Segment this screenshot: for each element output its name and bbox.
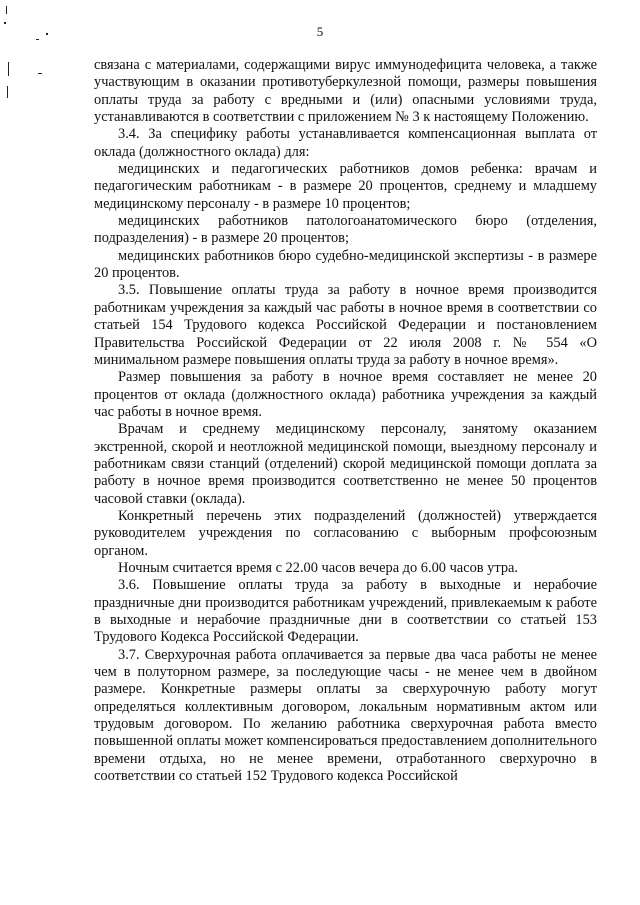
scan-mark <box>46 33 48 35</box>
scan-mark <box>6 6 7 14</box>
scan-mark <box>7 86 8 98</box>
scan-mark <box>36 39 39 40</box>
paragraph-list-approval: Конкретный перечень этих подразделений (должностей) утверждается руководителем учреждения по согласованию с выборным профсоюзным органом. <box>94 507 597 559</box>
paragraph-pathology-bureau: медицинских работников патологоанатомического бюро (отделения, подразделения) - в размере 20 процентов; <box>94 213 597 247</box>
paragraph-children-homes: медицинских и педагогических работников домов ребенка: врачам и педагогическим работникам - в размере 20 процентов, среднему и младшему медицинскому персоналу - в размере 10 процентов; <box>94 161 597 212</box>
paragraph-emergency-staff: Врачам и среднему медицинскому персоналу, занятому оказанием экстренной, скорой и неотложной медицинской помощи, выездному персоналу и работникам связи станций (отделений) скорой медицинской помощи доплата за работу в ночное время производится соответственно не менее 50 процентов часовой ставки (оклада). <box>94 421 597 507</box>
paragraph-3-5: 3.5. Повышение оплаты труда за работу в ночное время производится работникам учреждения за каждый час работы в ночное время в соответствии со статьей 154 Трудового кодекса Российской Федерации и постановлением Правительства Российской Федерации от 22 июля 2008 г. № 554 «О минимальном размере повышения оплаты труда за работу в ночное время». <box>94 282 597 368</box>
document-body <box>94 57 597 785</box>
paragraph-night-definition: Ночным считается время с 22.00 часов вечера до 6.00 часов утра. <box>118 559 519 576</box>
paragraph-3-6: 3.6. Повышение оплаты труда за работу в выходные и нерабочие праздничные дни производится работникам учреждений, привлекаемым к работе в выходные и нерабочие праздничные дни в соответствии со статьей 153 Трудового Кодекса Российской Федерации. <box>94 577 597 646</box>
paragraph-forensic-bureau: медицинских работников бюро судебно-медицинской экспертизы - в размере 20 процентов. <box>94 247 597 282</box>
page-number: 5 <box>316 24 324 39</box>
scan-mark <box>8 62 9 76</box>
scan-mark <box>4 22 6 24</box>
scan-mark <box>38 73 42 74</box>
paragraph-continuation: связана с материалами, содержащими вирус иммунодефицита человека, а также участвующим в оказании противотуберкулезной помощи, размеры повышения оплаты труда за работу с вредными и (или) опасными условиями труда, устанавливаются в соответствии с приложением № 3 к настоящему Положению. <box>94 57 597 126</box>
paragraph-3-4: 3.4. За специфику работы устанавливается компенсационная выплата от оклада (должностного оклада) для: <box>94 126 597 160</box>
paragraph-3-7: 3.7. Сверхурочная работа оплачивается за первые два часа работы не менее чем в полуторном размере, за последующие часы - не менее чем в двойном размере. Конкретные размеры оплаты за сверхурочную работу могут определяться коллективным договором, локальным нормативным актом или трудовым договором. По желанию работника сверхурочная работа вместо повышенной оплаты может компенсироваться предоставлением дополнительного времени отдыха, но не менее времени, отработанного сверхурочно в соответствии со статьей 152 Трудового кодекса Российской <box>94 646 597 785</box>
paragraph-night-rate: Размер повышения за работу в ночное время составляет не менее 20 процентов от оклада (должностного оклада) работника учреждения за каждый час работы в ночное время. <box>94 369 597 420</box>
